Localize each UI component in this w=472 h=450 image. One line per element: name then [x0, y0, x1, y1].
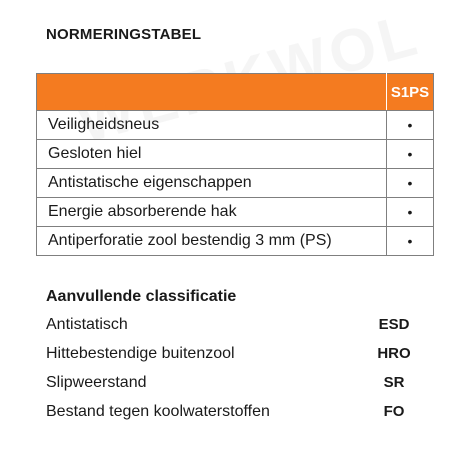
classification-label: Hittebestendige buitenzool [46, 345, 235, 362]
table-row [37, 111, 434, 140]
table-row-label: Energie absorberende hak [37, 198, 387, 227]
table-row-label: Antistatische eigenschappen [37, 169, 387, 198]
bullet-icon: • [387, 169, 434, 198]
norm-table [36, 73, 434, 256]
bullet-icon: • [387, 198, 434, 227]
table-row-label: Gesloten hiel [37, 140, 387, 169]
classification-row [46, 345, 424, 367]
table-row-label: Antiperforatie zool bestendig 3 mm (PS) [37, 227, 387, 256]
classification-label: Slipweerstand [46, 374, 147, 391]
table-row-label: Veiligheidsneus [37, 111, 387, 140]
classification-label: Bestand tegen koolwaterstoffen [46, 403, 270, 420]
additional-classification-title: Aanvullende classificatie [46, 288, 237, 305]
bullet-icon: • [387, 227, 434, 256]
classification-label: Antistatisch [46, 316, 128, 333]
classification-code: HRO [377, 345, 411, 362]
classification-row [46, 316, 424, 338]
table-row [37, 140, 434, 169]
table-header-label [37, 74, 387, 111]
classification-row [46, 403, 424, 425]
classification-code: ESD [378, 316, 410, 333]
table-header-row [37, 74, 434, 111]
bullet-icon: • [387, 140, 434, 169]
classification-code: SR [383, 374, 405, 391]
page-title: NORMERINGSTABEL [46, 26, 202, 43]
table-row [37, 198, 434, 227]
bullet-icon: • [387, 111, 434, 140]
table-row [37, 227, 434, 256]
table-header-s1ps: S1PS [387, 74, 434, 111]
classification-code: FO [383, 403, 405, 420]
table-row [37, 169, 434, 198]
classification-row [46, 374, 424, 396]
